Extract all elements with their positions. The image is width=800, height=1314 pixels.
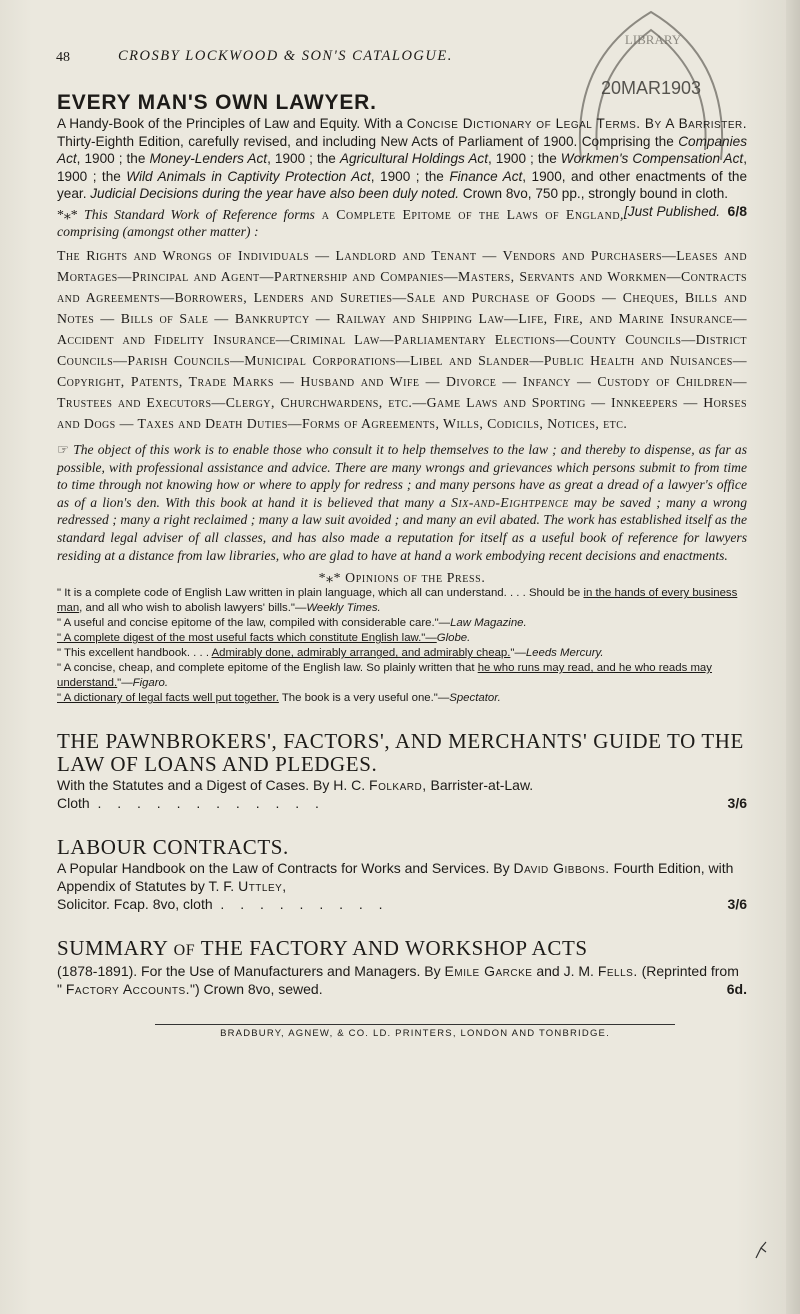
price: 6/8 <box>727 202 747 219</box>
entry-description: With the Statutes and a Digest of Cases. By H. C. Folkard, Barrister-at-Law. <box>57 777 534 794</box>
svg-text:20MAR1903: 20MAR1903 <box>600 78 702 98</box>
entry-title: LABOUR CONTRACTS. <box>57 835 289 860</box>
entry-title: SUMMARY OF THE FACTORY AND WORKSHOP ACTS <box>57 936 588 961</box>
entry-price-line: Solicitor. Fcap. 8vo, cloth . . . . . . . . . 3/6 <box>57 896 747 913</box>
entry-title: EVERY MAN'S OWN LAWYER. <box>57 91 377 114</box>
catalogue-entry-labour-contracts <box>57 836 747 913</box>
entry-title: THE PAWNBROKERS', FACTORS', AND MERCHANTS' GUIDE TO THE LAW OF LOANS AND PLEDGES. <box>57 729 744 777</box>
page-edge <box>786 0 800 1314</box>
price: 6d. <box>726 981 747 998</box>
price: 3/6 <box>727 795 747 812</box>
press-opinions <box>57 586 747 706</box>
catalogue-page <box>57 88 747 1039</box>
svg-text:LIBRARY: LIBRARY <box>624 32 682 47</box>
entry-description: A Handy-Book of the Principles of Law and Equity. With a Concise Dictionary of Legal Terms. By A Barrister. Thirty-Eighth Edition, carefully revised, and including New Acts of Parliament of 1900. Comprising the Companies Act, 1900 ; the Money-Lenders Act, 1900 ; the Agricultural Holdings Act, 1900 ; the Workmen's Compensation Act, 1900 ; the Wild Animals in Captivity Protection Act, 1900 ; the Finance Act, 1900, and other enactments of the year. Judicial Decisions during the year have also been duly noted. Crown 8vo, 750 pp., strongly bound in cloth. [Just Published. 6/8 <box>57 116 748 219</box>
price: 3/6 <box>727 896 747 913</box>
object-paragraph: ☞ The object of this work is to enable those who consult it to help themselves to the law ; and thereby to dispense, as far as possible, with professional assistance and advice. There are many wrongs and grievances which persons submit to from time to time through not knowing how or where to apply for redress ; and many persons have as great a dread of a lawyer's office as of a lion's den. With this book at hand it is believed that many a Six-and-Eightpence may be saved ; many a wrong redressed ; many a right reclaimed ; many a law suit avoided ; and many an evil abated. The work has established itself as the standard legal adviser of all classes, and has also made a reputation for itself as a useful book of reference for lawyers residing at a distance from law libraries, who are glad to have at hand a work embodying recent decisions and enactments. <box>57 442 747 563</box>
press-quote: " It is a complete code of English Law written in plain language, which all can understand. . . . Should be in the hands of every business man, and all who wish to abolish lawyers' bills."—Weekly Times. <box>57 587 738 615</box>
pointing-hand-icon: ☞ <box>57 442 70 458</box>
opinions-heading: *⁎* Opinions of the Press. <box>318 570 486 586</box>
entry-price-line: Cloth . . . . . . . . . . . . 3/6 <box>57 795 747 812</box>
press-quote: " A dictionary of legal facts well put together. The book is a very useful one."—Spectator. <box>57 692 501 705</box>
page-number: 48 <box>56 50 70 65</box>
catalogue-entry-factory-workshop-acts <box>57 937 747 998</box>
contents-list: The Rights and Wrongs of Individuals — Landlord and Tenant — Vendors and Purchasers—Leases and Mortages—Principal and Agent—Partnership and Companies—Masters, Servants and Workmen—Contracts and Agreements—Borrowers, Lenders and Sureties—Sale and Purchase of Goods — Cheques, Bills and Notes — Bills of Sale — Bankruptcy — Railway and Shipping Law—Life, Fire, and Marine Insurance—Accident and Fidelity Insurance—Criminal Law—Parliamentary Elections—County Councils—District Councils—Parish Councils—Municipal Corporations—Libel and Slander—Public Health and Nuisances—Copyright, Patents, Trade Marks — Husband and Wife — Divorce — Infancy — Custody of Children—Trustees and Executors—Clergy, Churchwardens, etc.—Game Laws and Sporting — Innkeepers — Horses and Dogs — Taxes and Death Duties—Forms of Agreements, Wills, Codicils, Notices, etc. <box>57 248 747 432</box>
printer-imprint: BRADBURY, AGNEW, & CO. LD. PRINTERS, LONDON AND TONBRIDGE. <box>155 1024 675 1039</box>
publication-status: [Just Published. <box>624 203 720 219</box>
press-quote: " A concise, cheap, and complete epitome of the English law. So plainly written that he who runs may read, and he who reads may understand."—Figaro. <box>57 662 712 690</box>
catalogue-entry-pawnbrokers-guide <box>57 730 747 812</box>
entry-description: A Popular Handbook on the Law of Contracts for Works and Services. By David Gibbons. Fourth Edition, with Appendix of Statutes by T. F. Uttley, <box>57 860 734 895</box>
running-title: CROSBY LOCKWOOD & SON'S CATALOGUE. <box>118 48 453 64</box>
catalogue-entry-every-mans-own-lawyer <box>57 91 747 706</box>
running-header <box>56 32 756 98</box>
press-quote: " A useful and concise epitome of the law, compiled with considerable care."—Law Magazine. <box>57 617 527 630</box>
pencil-mark-icon <box>754 1240 768 1260</box>
standard-work-note: *⁎* This Standard Work of Reference forms a Complete Epitome of the Laws of England, comprising (amongst other matter) : <box>57 206 624 240</box>
entry-description: (1878-1891). For the Use of Manufacturers and Managers. By Emile Garcke and J. M. Fells. (Reprinted from " Factory Accounts.") Crown 8vo, sewed. 6d. <box>57 963 747 998</box>
press-quote: " This excellent handbook. . . . Admirably done, admirably arranged, and admirably cheap."—Leeds Mercury. <box>57 647 604 660</box>
press-quote: " A complete digest of the most useful facts which constitute English law."—Globe. <box>57 632 471 645</box>
